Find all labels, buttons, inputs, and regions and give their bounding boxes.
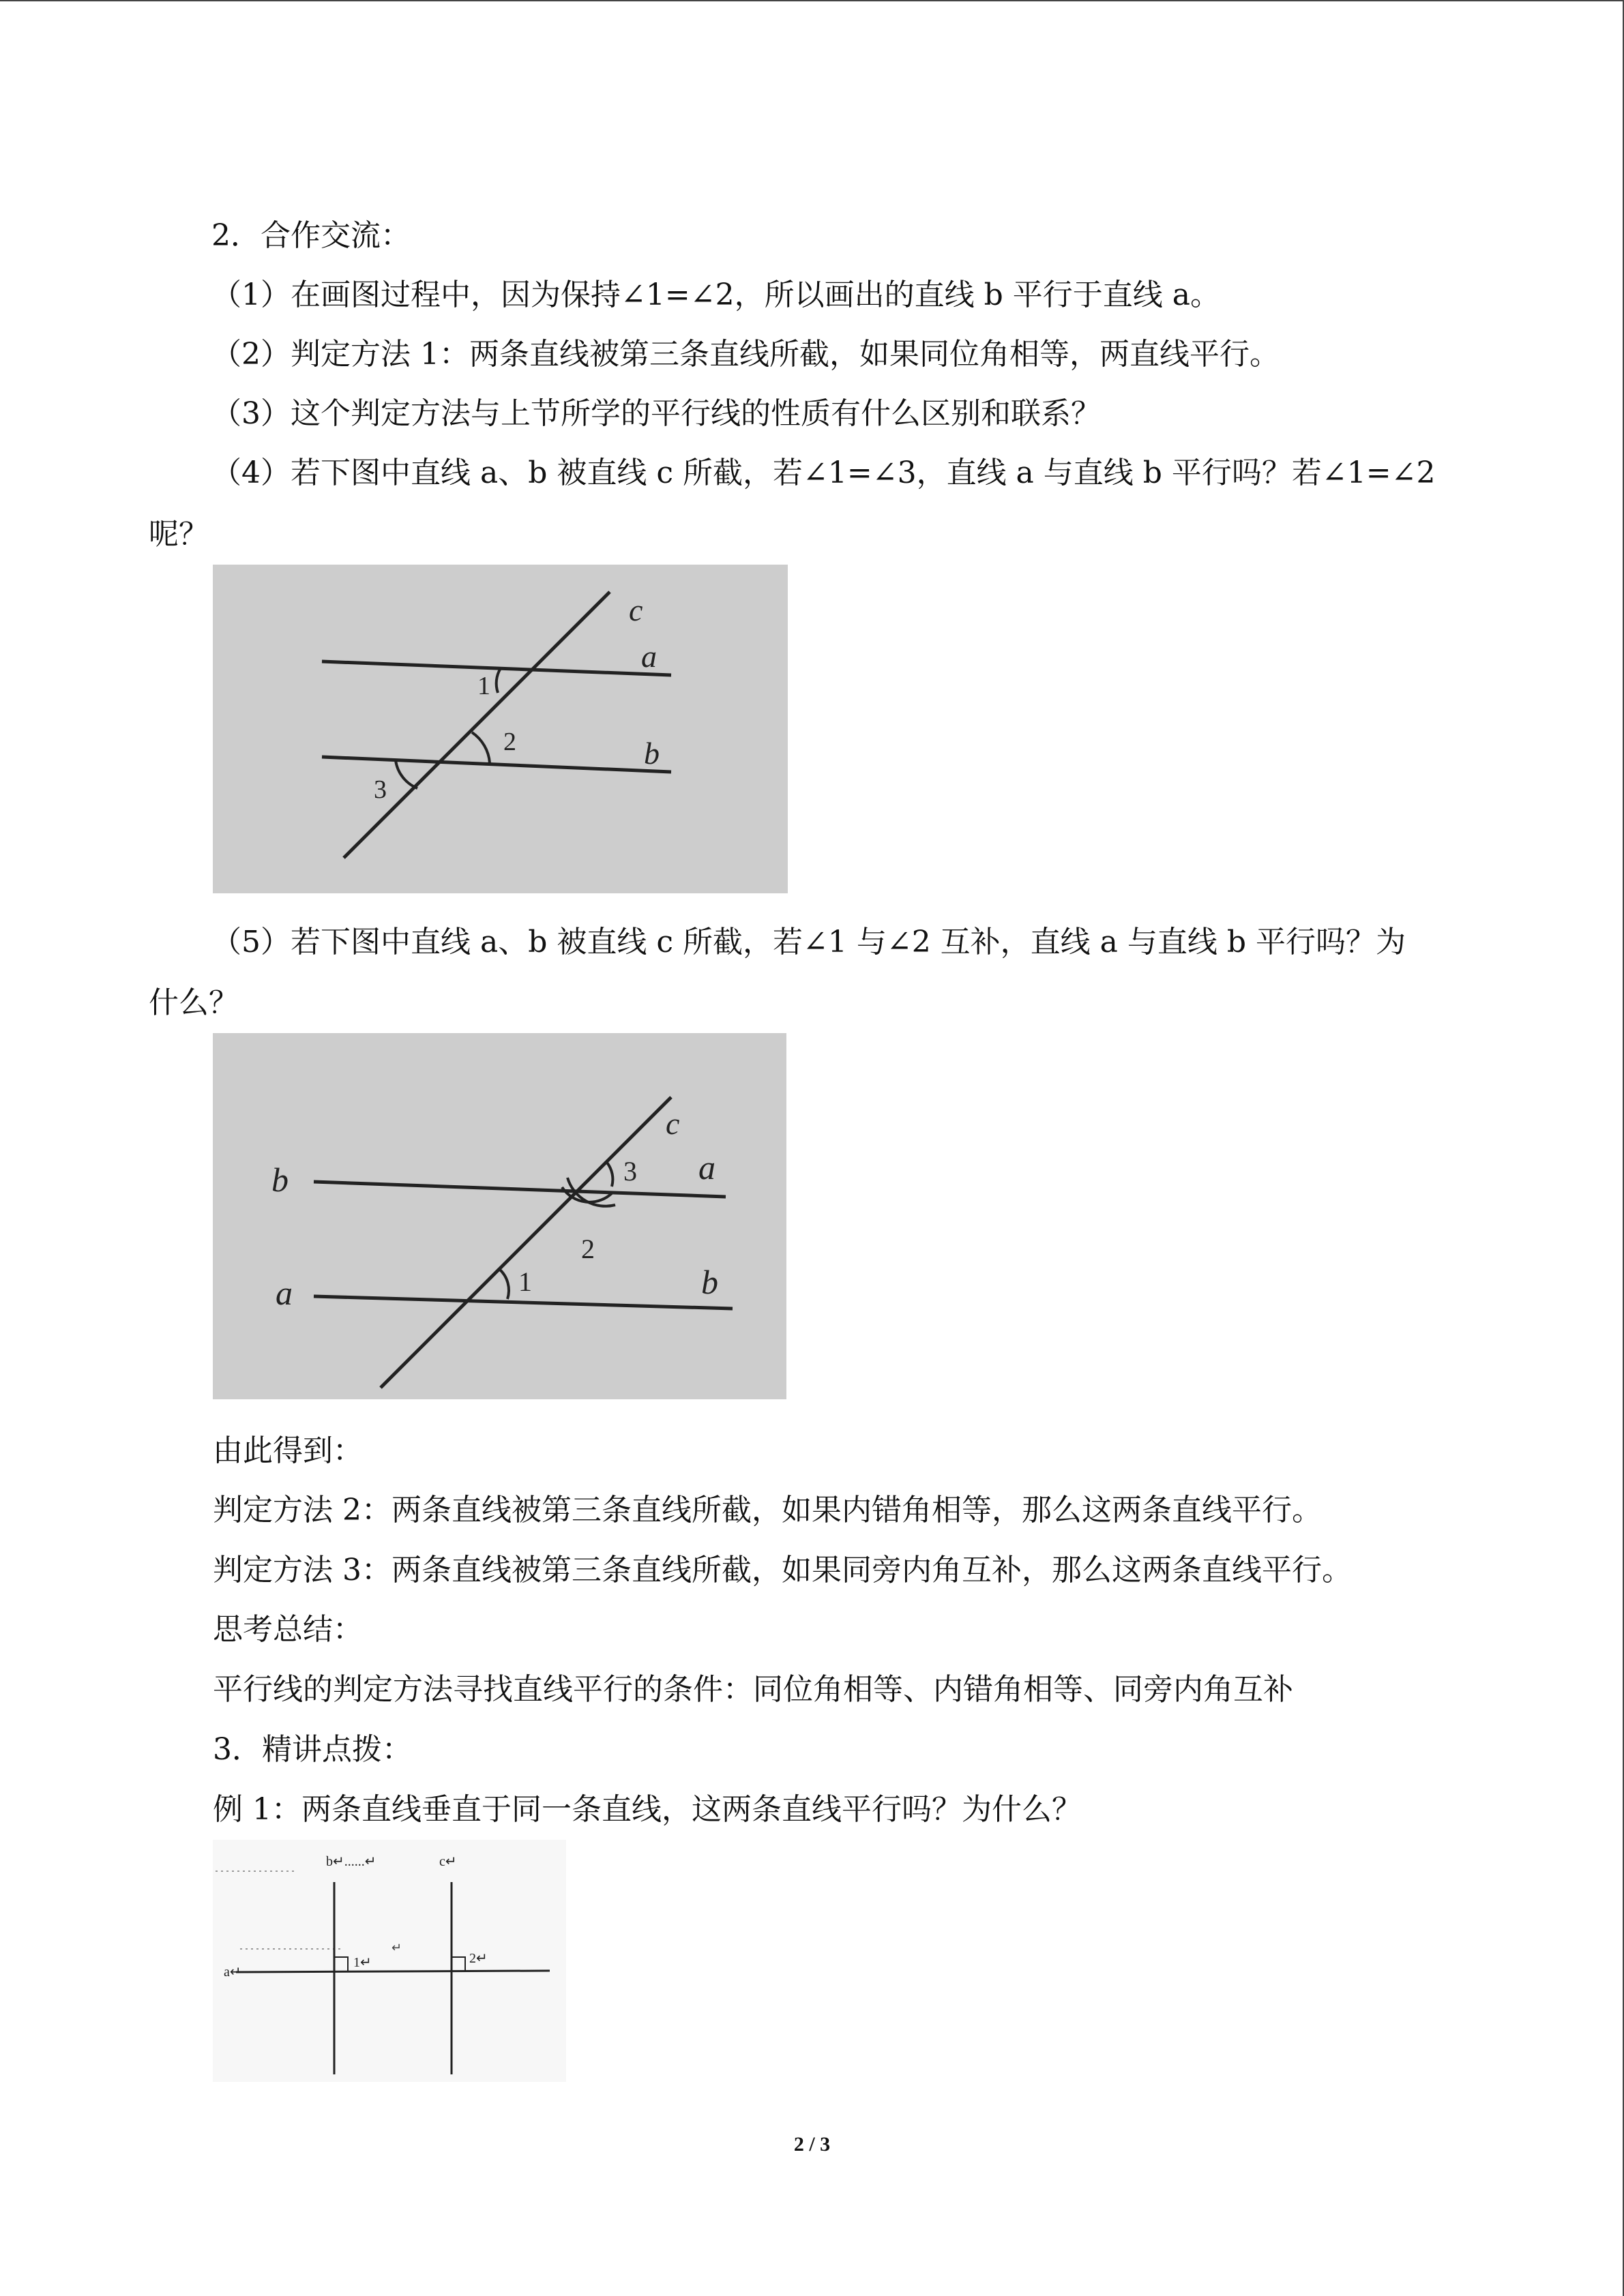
label-c: c↵ (439, 1854, 457, 1869)
label-c: c (666, 1106, 680, 1141)
label-angle-2: 2↵ (469, 1951, 488, 1966)
paragraph-1: （1）在画图过程中，因为保持∠1=∠2，所以画出的直线 b 平行于直线 a。 (211, 278, 1220, 312)
paragraph-4-line-1: （4）若下图中直线 a、b 被直线 c 所截，若∠1=∠3，直线 a 与直线 b 平行吗？若∠1=∠2 (211, 456, 1436, 490)
label-a: a (641, 639, 657, 674)
paragraph-2: （2）判定方法 1：两条直线被第三条直线所截，如果同位角相等，两直线平行。 (211, 337, 1280, 372)
paragraph-4-line-2: 呢？ (149, 517, 209, 552)
page-number: 2 / 3 (793, 2133, 831, 2156)
label-angle-1: 1 (477, 672, 490, 700)
section-2-heading: 2．合作交流： (211, 218, 411, 253)
label-angle-2: 2 (581, 1234, 595, 1264)
summary-heading: 思考总结： (213, 1612, 363, 1647)
label-b: b↵......↵ (326, 1854, 377, 1869)
label-b: b (644, 736, 660, 771)
example-1: 例 1：两条直线垂直于同一条直线，这两条直线平行吗？为什么？ (213, 1792, 1082, 1827)
line-a (236, 1971, 550, 1972)
label-angle-1: 1↵ (353, 1955, 372, 1970)
label-c: c (629, 593, 643, 627)
label-angle-1: 1 (518, 1266, 532, 1297)
label-angle-3: 3 (374, 775, 387, 804)
return-mark: ↵ (392, 1941, 402, 1954)
method-3: 判定方法 3：两条直线被第三条直线所截，如果同旁内角互补，那么这两条直线平行。 (213, 1553, 1352, 1587)
label-angle-2: 2 (503, 728, 516, 756)
label-upper-left: b (271, 1161, 289, 1199)
label-upper-right: a (698, 1148, 715, 1187)
method-2: 判定方法 2：两条直线被第三条直线所截，如果内错角相等，那么这两条直线平行。 (213, 1493, 1322, 1527)
paragraph-3: （3）这个判定方法与上节所学的平行线的性质有什么区别和联系？ (211, 396, 1101, 431)
figure-transversal-1 (213, 565, 788, 893)
figure-transversal-2 (213, 1033, 786, 1399)
label-angle-3: 3 (623, 1156, 637, 1187)
summary-text: 平行线的判定方法寻找直线平行的条件：同位角相等、内错角相等、同旁内角互补 (213, 1672, 1293, 1707)
label-lower-left: a (276, 1274, 293, 1312)
section-3-heading: 3．精讲点拨： (213, 1732, 412, 1767)
figure-perpendicular-lines (213, 1840, 566, 2082)
paragraph-5-line-2: 什么？ (149, 985, 239, 1020)
paragraph-5-line-1: （5）若下图中直线 a、b 被直线 c 所截，若∠1 与∠2 互补，直线 a 与直线 b 平行吗？为 (211, 925, 1406, 959)
label-lower-right: b (701, 1263, 718, 1301)
derived-heading: 由此得到： (213, 1433, 363, 1468)
label-a: a↵ (224, 1965, 241, 1980)
